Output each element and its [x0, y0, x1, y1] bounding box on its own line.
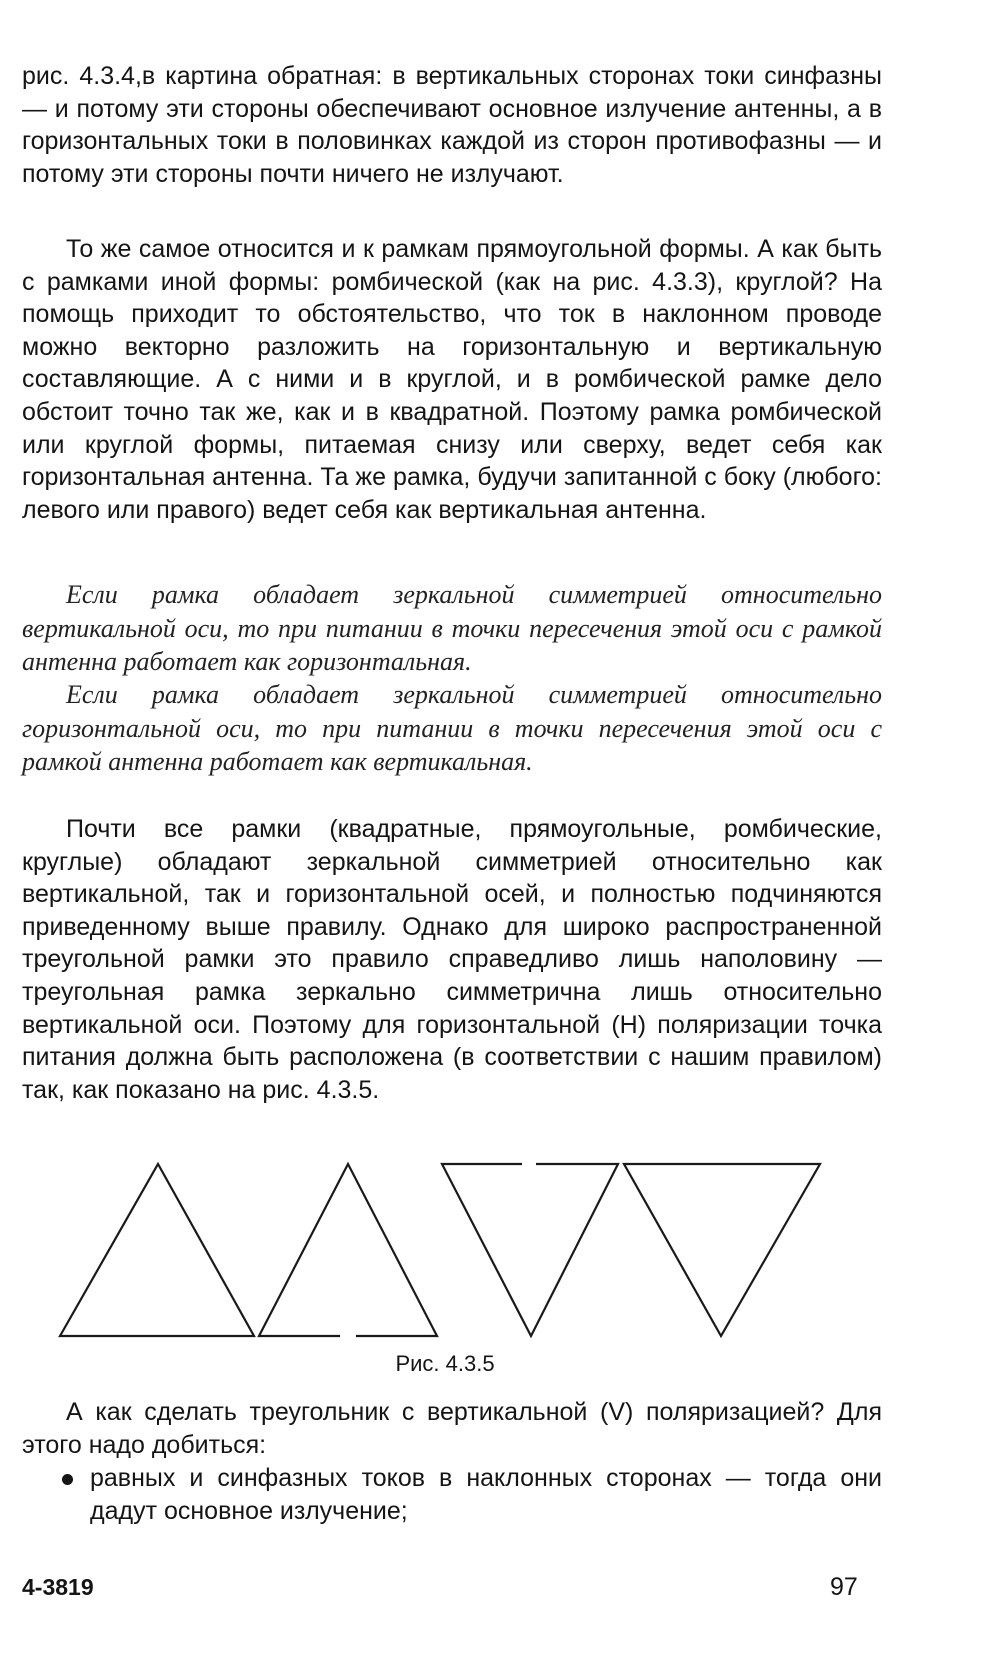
triangle-apex-down-top-feed: [442, 1164, 618, 1336]
paragraph-continuation: рис. 4.3.4,в картина обратная: в вертикальных сторонах токи синфазны — и потому эти стороны обеспечивают основное излучение антенны, а в горизонтальных токи в половинках каждой из сторон противофазны — и потому эти стороны почти ничего не излучают.: [22, 62, 882, 188]
triangle-apex-up-bottom-feed: [259, 1164, 437, 1336]
figure-triangles: [58, 1158, 830, 1338]
bullet-list: [22, 1462, 882, 1527]
paragraph-vertical-polarization-question: А как сделать треугольник с вертикальной (V) поляризацией? Для этого надо добиться:: [22, 1398, 882, 1459]
rule-horizontal-symmetry: Если рамка обладает зеркальной симметрией относительно горизонтальной оси, то при питании в точки пересечения этой оси с рамкой антенна работает как вертикальная.: [22, 680, 882, 776]
list-item-text: равных и синфазных токов в наклонных сторонах — тогда они дадут основное излучение;: [90, 1464, 882, 1525]
rule-vertical-symmetry: Если рамка обладает зеркальной симметрией относительно вертикальной оси, то при питании в точки пересечения этой оси с рамкой антенна работает как горизонтальная.: [22, 580, 882, 676]
paragraph-triangular-frame: Почти все рамки (квадратные, прямоугольные, ромбические, круглые) обладают зеркальной симметрией относительно как вертикальной, так и горизонтальной осей, и полностью подчиняются приведенному выше правилу. Однако для широко распространенной треугольной рамки это правило справедливо лишь наполовину — треугольная рамка зеркально симметрична лишь относительно вертикальной оси. Поэтому для горизонтальной (H) поляризации точка питания должна быть расположена (в соответствии с нашим правилом) так, как показано на рис. 4.3.5.: [22, 815, 882, 1104]
paragraph-rhombic-frames: То же самое относится и к рамкам прямоугольной формы. А как быть с рамками иной формы: ромбической (как на рис. 4.3.3), круглой? На помощь приходит то обстоятельство, что ток в наклонном проводе можно векторно разложить на горизонтальную и вертикальную составляющие. А с ними и в круглой, и в ромбической рамке дело обстоит точно так же, как и в квадратной. Поэтому рамка ромбической или круглой формы, питаемая снизу или сверху, ведет себя как горизонтальная антенна. Та же рамка, будучи запитанной с боку (любого: левого или правого) ведет себя как вертикальная антенна.: [22, 235, 882, 524]
bullet-icon: [62, 1474, 73, 1485]
printer-signature: 4-3819: [22, 1574, 94, 1600]
triangle-apex-down-closed: [624, 1164, 820, 1336]
list-item: [22, 1462, 882, 1527]
triangle-apex-up-closed: [60, 1164, 254, 1336]
figure-caption: Рис. 4.3.5: [395, 1351, 495, 1376]
page-number: 97: [830, 1573, 858, 1601]
